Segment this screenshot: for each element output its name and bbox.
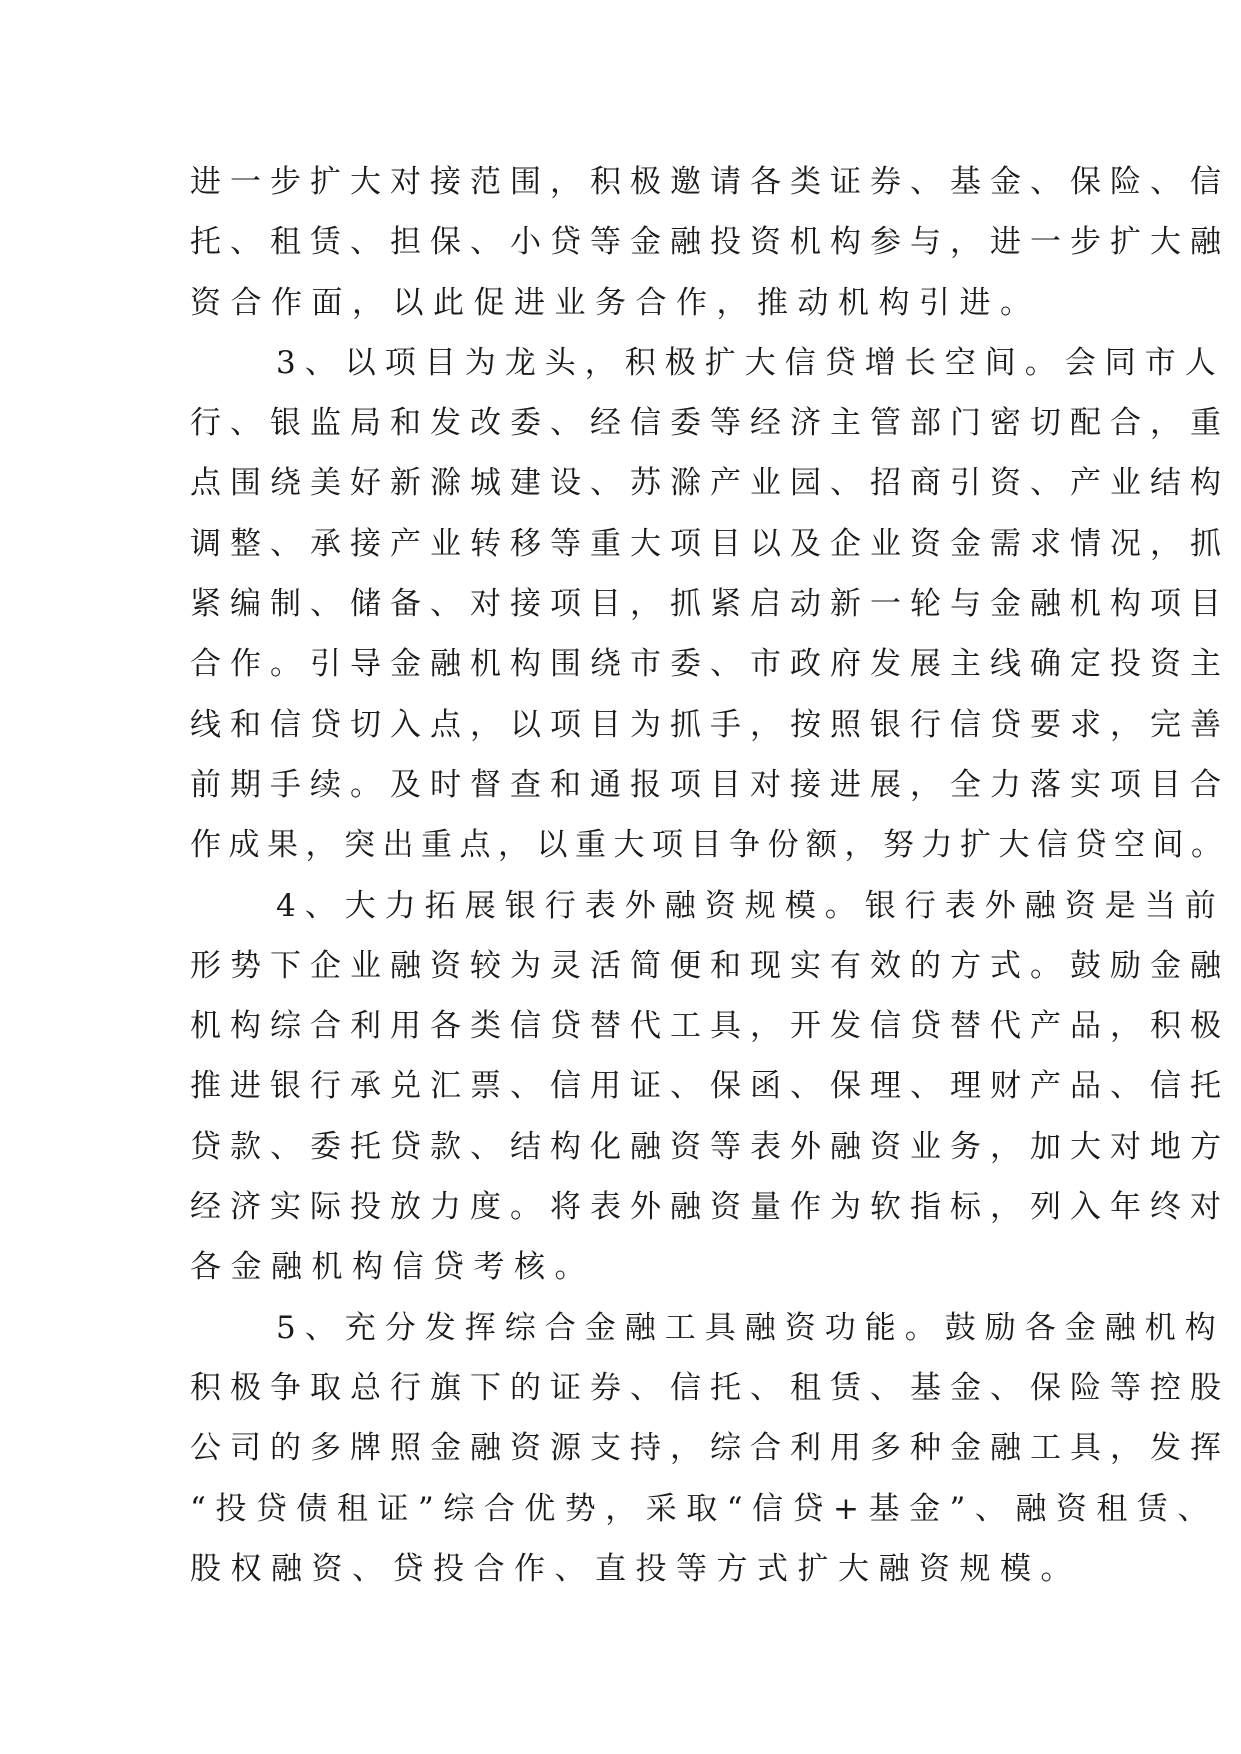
document-body <box>190 152 1230 1599</box>
text-line: 5、充分发挥综合金融工具融资功能。鼓励各金融机构 <box>276 1309 1225 1346</box>
text-line: 合作。引导金融机构围绕市委、市政府发展主线确定投资主 <box>190 646 1230 683</box>
text-line: 线和信贷切入点，以项目为抓手，按照银行信贷要求，完善 <box>190 706 1230 743</box>
text-line: 推进银行承兑汇票、信用证、保函、保理、理财产品、信托 <box>190 1068 1230 1105</box>
text-line: 行、银监局和发改委、经信委等经济主管部门密切配合，重 <box>190 405 1230 442</box>
text-line: 形势下企业融资较为灵活简便和现实有效的方式。鼓励金融 <box>190 947 1230 984</box>
text-line: 3、以项目为龙头，积极扩大信贷增长空间。会同市人 <box>276 344 1225 381</box>
text-line: 紧编制、储备、对接项目，抓紧启动新一轮与金融机构项目 <box>190 586 1230 623</box>
text-line: “投贷债租证”综合优势，采取“信贷+基金”、融资租赁、 <box>190 1490 1218 1527</box>
text-line: 托、租赁、担保、小贷等金融投资机构参与，进一步扩大融 <box>190 224 1230 261</box>
text-line: 贷款、委托贷款、结构化融资等表外融资业务，加大对地方 <box>190 1128 1230 1165</box>
text-line: 点围绕美好新滁城建设、苏滁产业园、招商引资、产业结构 <box>190 465 1230 502</box>
text-line: 机构综合利用各类信贷替代工具，开发信贷替代产品，积极 <box>190 1008 1230 1045</box>
text-line: 经济实际投放力度。将表外融资量作为软指标，列入年终对 <box>190 1189 1230 1226</box>
text-line: 股权融资、贷投合作、直投等方式扩大融资规模。 <box>190 1550 1081 1587</box>
text-line: 各金融机构信贷考核。 <box>190 1249 595 1286</box>
text-line: 进一步扩大对接范围，积极邀请各类证券、基金、保险、信 <box>190 164 1230 200</box>
text-line: 积极争取总行旗下的证券、信托、租赁、基金、保险等控股 <box>190 1369 1230 1406</box>
text-line: 4、大力拓展银行表外融资规模。银行表外融资是当前 <box>276 887 1225 924</box>
text-line: 公司的多牌照金融资源支持，综合利用多种金融工具，发挥 <box>190 1430 1230 1467</box>
text-line: 资合作面，以此促进业务合作，推动机构引进。 <box>190 284 1041 321</box>
text-line: 前期手续。及时督查和通报项目对接进展，全力落实项目合 <box>190 766 1230 803</box>
text-line: 调整、承接产业转移等重大项目以及企业资金需求情况，抓 <box>190 525 1230 562</box>
text-line: 作成果，突出重点，以重大项目争份额，努力扩大信贷空间。 <box>190 827 1230 864</box>
